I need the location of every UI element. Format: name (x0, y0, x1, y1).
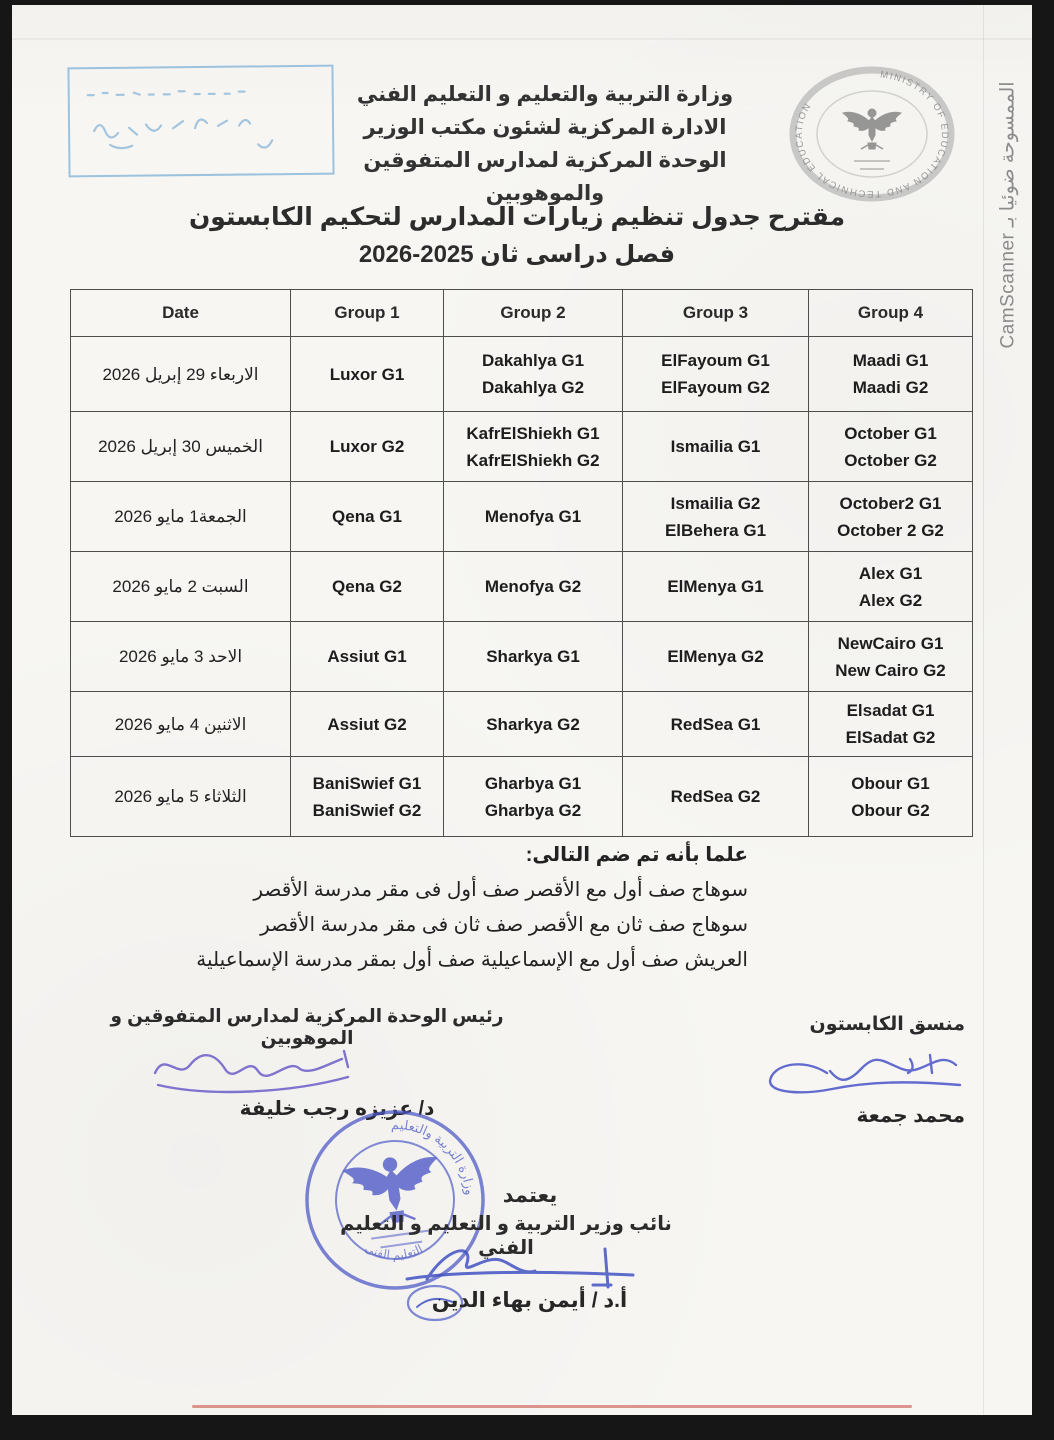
group2-cell (444, 337, 623, 412)
cell-line: الاثنين 4 مايو 2026 (114, 714, 247, 734)
date-cell (71, 482, 291, 552)
group2-cell (444, 622, 623, 692)
cell-line: New Cairo G2 (835, 660, 946, 680)
group1-cell (291, 482, 444, 552)
note-item: العريش صف أول مع الإسماعيلية صف أول بمقر مدرسة الإسماعيلية (196, 949, 748, 971)
schedule-table-body (71, 337, 973, 837)
cell-line: Assiut G1 (327, 647, 407, 666)
cell-line: الاربعاء 29 إبريل 2026 (102, 364, 259, 384)
date-cell (71, 337, 291, 412)
cell-line: RedSea G2 (670, 787, 761, 806)
table-row (71, 622, 973, 692)
cell-line: الخميس 30 إبريل 2026 (98, 437, 263, 456)
cell-line: NewCairo G1 (837, 633, 944, 653)
unit-head-name: د/ عزيزه رجب خليفة (239, 1098, 435, 1120)
ministry-line-3: الوحدة المركزية لمدارس المتفوقين والموهوبين (363, 149, 727, 205)
table-row (71, 757, 973, 837)
cell-line: KafrElShiekh G1 (466, 423, 600, 443)
col-header-date: Date (71, 290, 291, 337)
cell-line: BaniSwief G1 (312, 773, 422, 793)
group2-cell (444, 692, 623, 757)
cell-line: Menofya G1 (484, 507, 582, 526)
date-cell (71, 552, 291, 622)
group3-cell (623, 757, 809, 837)
ministry-line-1: وزارة التربية والتعليم و التعليم الفني (356, 83, 734, 106)
cell-line: السبت 2 مايو 2026 (112, 577, 249, 596)
cell-line: Sharkya G1 (486, 647, 580, 666)
group3-cell (623, 412, 809, 482)
cell-line: Gharbya G2 (484, 800, 582, 820)
cell-line: Qena G1 (332, 507, 402, 526)
group2-cell (444, 552, 623, 622)
cell-line: Maadi G2 (852, 378, 929, 397)
cell-line: Gharbya G1 (484, 773, 582, 793)
approval-name: أ.د / أيمن بهاء الدين (431, 1289, 628, 1312)
title-line-1: مقترح جدول تنظيم زيارات المدارس لتحكيم الكابستون (188, 203, 846, 231)
cell-line: ElMenya G1 (667, 577, 764, 596)
stamp-ring-text-top: وزارة التربية والتعليم (390, 1116, 478, 1196)
col-header-group1: Group 1 (291, 290, 444, 337)
cell-line: Alex G1 (858, 563, 923, 583)
cell-line: Qena G2 (332, 577, 402, 596)
col-header-group3: Group 3 (623, 290, 809, 337)
cell-line: ElFayoum G2 (661, 378, 770, 397)
receipt-stamp-box (67, 65, 334, 178)
cell-line: Sharkya G2 (486, 714, 580, 734)
cell-line: Obour G1 (851, 773, 930, 793)
note-item: سوهاج صف أول مع الأقصر صف أول فى مقر مدرسة الأقصر (253, 879, 748, 901)
unit-head-signature (140, 1035, 370, 1100)
group4-cell (809, 692, 973, 757)
date-cell (71, 622, 291, 692)
group3-cell (623, 692, 809, 757)
coordinator-signature (760, 1041, 970, 1103)
group2-cell (444, 482, 623, 552)
cell-line: الثلاثاء 5 مايو 2026 (114, 787, 247, 806)
cell-line: Dakahlya G1 (481, 351, 585, 370)
cell-line: BaniSwief G2 (312, 800, 422, 820)
group1-cell (291, 552, 444, 622)
col-header-group4: Group 4 (809, 290, 973, 337)
cell-line: ElSadat G2 (845, 728, 936, 747)
coordinator-title: منسق الكابستون (809, 1014, 965, 1035)
cell-line: Alex G2 (858, 590, 923, 610)
scan-artifact-line (12, 38, 1032, 40)
group1-cell (291, 622, 444, 692)
group3-cell (623, 337, 809, 412)
emblem-ring-text: MINISTRY OF EDUCATION AND TECHNICAL EDUCATION (793, 69, 951, 200)
group4-cell (809, 622, 973, 692)
date-cell (71, 692, 291, 757)
cell-line: ElFayoum G1 (661, 351, 770, 370)
group4-cell (809, 482, 973, 552)
approval-label: يعتمد (502, 1184, 558, 1207)
cell-line: October 2 G2 (837, 520, 944, 540)
table-row (71, 482, 973, 552)
table-row (71, 692, 973, 757)
unit-head-title: رئيس الوحدة المركزية لمدارس المتفوقين و الموهوبين (110, 1005, 504, 1048)
group4-cell (809, 337, 973, 412)
date-cell (71, 412, 291, 482)
group1-cell (291, 337, 444, 412)
group3-cell (623, 622, 809, 692)
scan-bottom-edge (192, 1405, 912, 1408)
group2-cell (444, 412, 623, 482)
cell-line: Luxor G1 (329, 364, 405, 384)
cell-line: الاحد 3 مايو 2026 (118, 647, 243, 666)
receipt-handwriting-scribble (69, 67, 328, 172)
cell-line: KafrElShiekh G2 (466, 450, 600, 470)
note-item: سوهاج صف ثان مع الأقصر صف ثان فى مقر مدرسة الأقصر (260, 914, 748, 936)
table-row (71, 412, 973, 482)
group4-cell (809, 412, 973, 482)
notes-block (118, 838, 748, 978)
cell-line: Luxor G2 (329, 437, 405, 456)
cell-line: October2 G1 (839, 493, 942, 513)
scanned-document-page (12, 5, 1032, 1415)
cell-line: Menofya G2 (484, 577, 582, 596)
group4-cell (809, 757, 973, 837)
group3-cell (623, 552, 809, 622)
cell-line: ElBehera G1 (664, 520, 767, 540)
cell-line: الجمعة1 مايو 2026 (114, 507, 247, 526)
notes-intro: علما بأنه تم ضم التالى: (525, 844, 748, 866)
cell-line: October G1 (844, 423, 937, 443)
document-title (172, 202, 862, 269)
table-row (71, 337, 973, 412)
cell-line: ElMenya G2 (667, 647, 764, 666)
cell-line: RedSea G1 (670, 714, 761, 734)
ministry-emblem-logo (788, 65, 956, 203)
group2-cell (444, 757, 623, 837)
group1-cell (291, 412, 444, 482)
stamp-ring-text-bottom: التعليم الفنى (362, 1240, 425, 1263)
cell-line: Ismailia G1 (670, 437, 761, 456)
cell-line: Assiut G2 (327, 714, 407, 734)
camscanner-watermark: الممسوحة ضوئيا بـ CamScanner (997, 81, 1019, 349)
coordinator-name: محمد جمعة (856, 1105, 965, 1127)
group3-cell (623, 482, 809, 552)
group1-cell (291, 757, 444, 837)
camscanner-strip (983, 5, 1032, 1415)
emblem-eagle-icon (843, 109, 901, 149)
date-cell (71, 757, 291, 837)
ministry-line-2: الادارة المركزية لشئون مكتب الوزير (363, 116, 727, 139)
table-header-row (71, 290, 973, 337)
approval-title: نائب وزير التربية و التعليم و التعليم الفني (340, 1213, 672, 1259)
cell-line: Maadi G1 (852, 351, 929, 370)
ministry-header (330, 78, 760, 210)
cell-line: Ismailia G2 (670, 493, 761, 513)
cell-line: Obour G2 (851, 800, 930, 820)
cell-line: Elsadat G1 (846, 701, 935, 720)
group1-cell (291, 692, 444, 757)
schedule-table (70, 289, 973, 837)
cell-line: October G2 (844, 450, 937, 470)
group4-cell (809, 552, 973, 622)
table-row (71, 552, 973, 622)
cell-line: Dakahlya G2 (481, 378, 585, 397)
title-line-2: فصل دراسى ثان 2025-2026 (358, 241, 676, 268)
col-header-group2: Group 2 (444, 290, 623, 337)
